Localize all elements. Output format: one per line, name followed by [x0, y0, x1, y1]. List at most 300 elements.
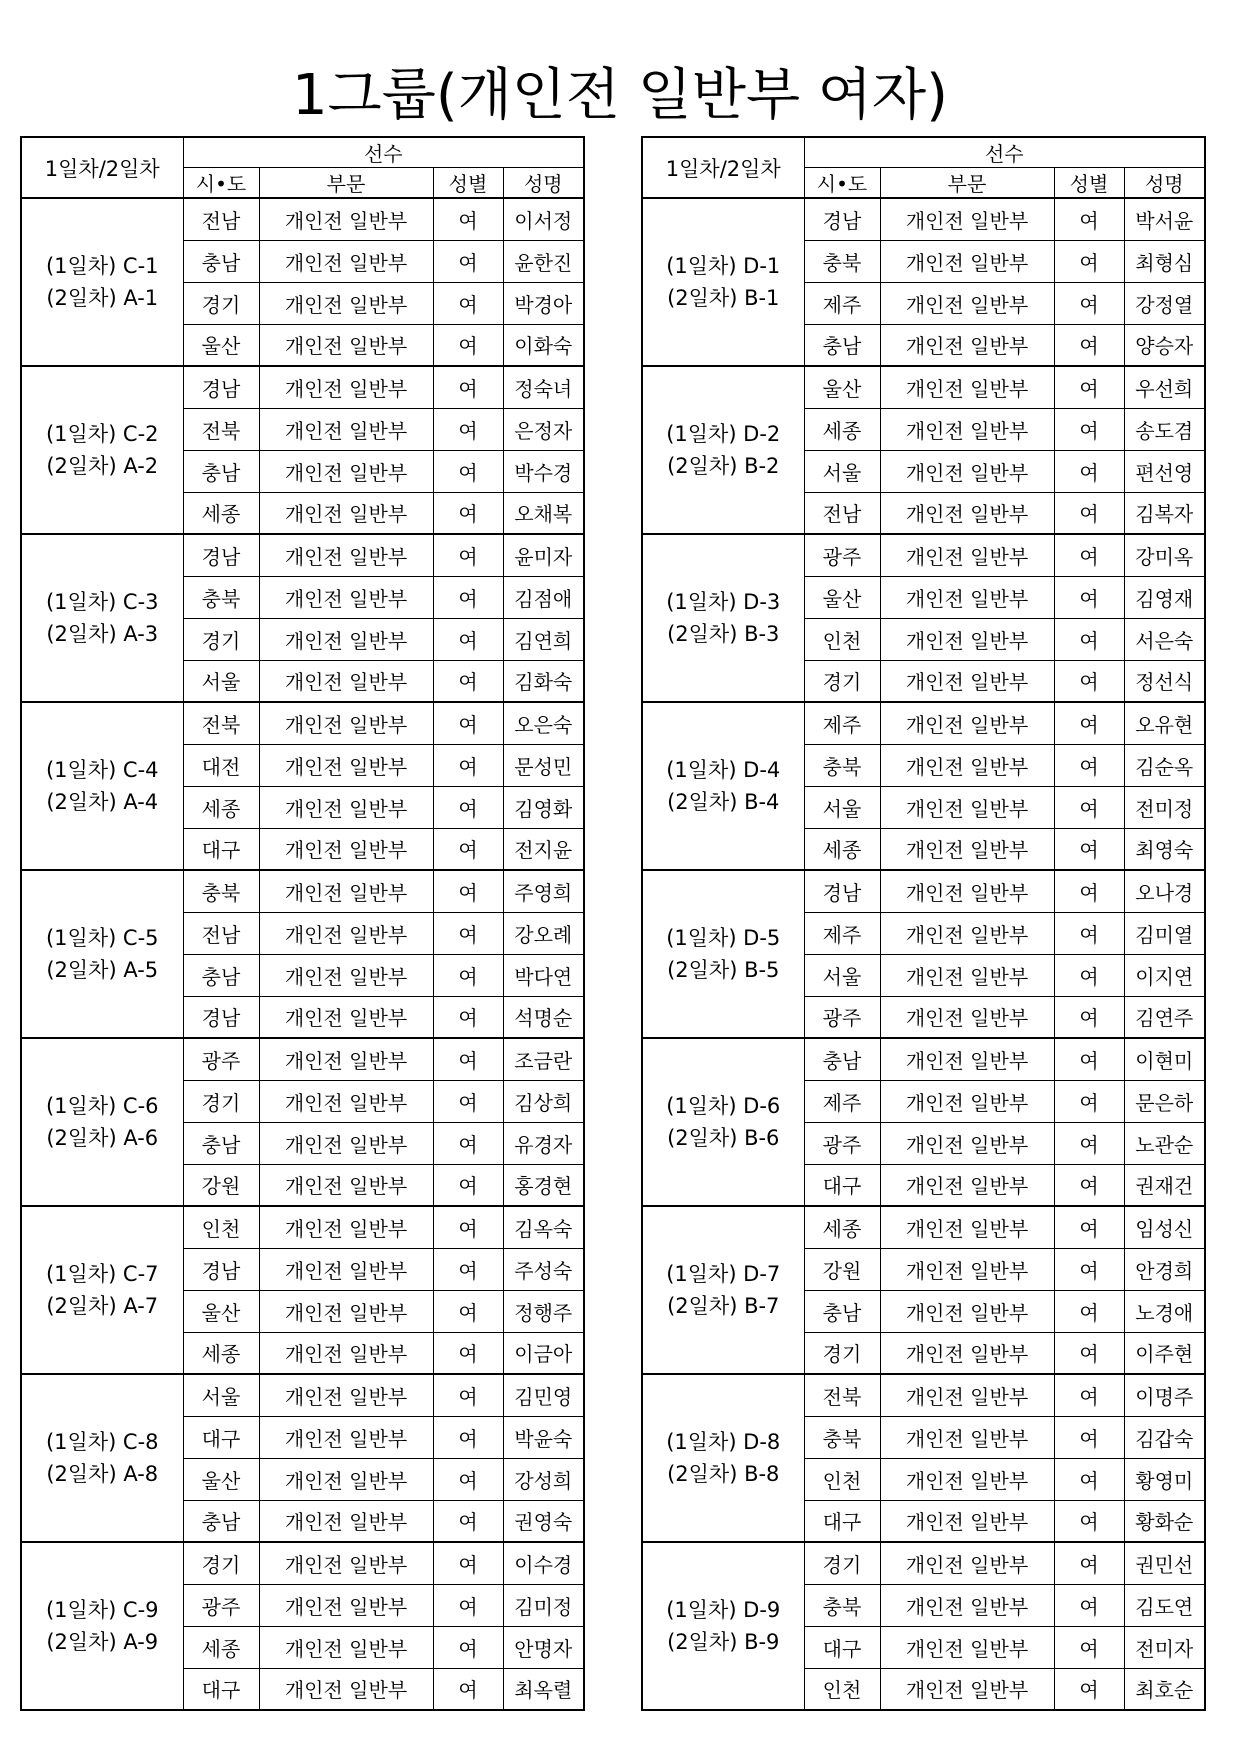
cell-division: 개인전 일반부 [880, 1122, 1054, 1164]
cell-gender: 여 [433, 912, 503, 954]
group-label [642, 1206, 804, 1374]
cell-name: 박윤숙 [503, 1416, 584, 1458]
cell-division: 개인전 일반부 [880, 1584, 1054, 1626]
cell-name: 최호순 [1124, 1668, 1205, 1710]
cell-division: 개인전 일반부 [259, 492, 433, 534]
cell-name: 윤한진 [503, 240, 584, 282]
group-day2: (2일차) B-2 [667, 454, 780, 478]
cell-name: 노경애 [1124, 1290, 1205, 1332]
cell-region: 울산 [183, 324, 259, 366]
cell-gender: 여 [433, 660, 503, 702]
cell-name: 오채복 [503, 492, 584, 534]
cell-name: 강오례 [503, 912, 584, 954]
cell-region: 충북 [183, 870, 259, 912]
cell-division: 개인전 일반부 [259, 1626, 433, 1668]
cell-region: 대구 [804, 1164, 880, 1206]
cell-division: 개인전 일반부 [880, 1374, 1054, 1416]
cell-name: 전미자 [1124, 1626, 1205, 1668]
cell-gender: 여 [433, 408, 503, 450]
cell-gender: 여 [1054, 870, 1124, 912]
header-division: 부문 [880, 168, 1054, 199]
cell-gender: 여 [433, 1584, 503, 1626]
cell-gender: 여 [1054, 1248, 1124, 1290]
group-day1: (1일차) C-3 [45, 590, 159, 614]
cell-gender: 여 [1054, 366, 1124, 408]
cell-name: 윤미자 [503, 534, 584, 576]
cell-region: 광주 [804, 996, 880, 1038]
cell-gender: 여 [1054, 450, 1124, 492]
cell-region: 세종 [183, 1332, 259, 1374]
table-row [642, 702, 1205, 744]
cell-gender: 여 [1054, 1332, 1124, 1374]
cell-name: 조금란 [503, 1038, 584, 1080]
cell-gender: 여 [1054, 576, 1124, 618]
cell-name: 최옥렬 [503, 1668, 584, 1710]
table-row [642, 198, 1205, 240]
group-day1: (1일차) C-9 [45, 1598, 159, 1622]
cell-region: 경기 [804, 660, 880, 702]
table-row [642, 1374, 1205, 1416]
cell-gender: 여 [433, 282, 503, 324]
cell-gender: 여 [433, 1122, 503, 1164]
header-region: 시•도 [804, 168, 880, 199]
group-day2: (2일차) A-7 [46, 1294, 159, 1318]
cell-region: 세종 [804, 1206, 880, 1248]
cell-region: 경기 [183, 1080, 259, 1122]
cell-division: 개인전 일반부 [880, 576, 1054, 618]
cell-gender: 여 [433, 954, 503, 996]
cell-region: 광주 [183, 1038, 259, 1080]
table-row [21, 534, 584, 576]
cell-name: 이수경 [503, 1542, 584, 1584]
group-day2: (2일차) A-4 [46, 790, 159, 814]
cell-gender: 여 [433, 828, 503, 870]
cell-name: 문성민 [503, 744, 584, 786]
cell-division: 개인전 일반부 [259, 576, 433, 618]
cell-name: 정행주 [503, 1290, 584, 1332]
table-row [642, 366, 1205, 408]
cell-region: 경기 [804, 1542, 880, 1584]
cell-region: 대전 [183, 744, 259, 786]
header-day: 1일차/2일차 [21, 137, 183, 198]
cell-gender: 여 [1054, 1122, 1124, 1164]
cell-region: 충남 [183, 240, 259, 282]
cell-name: 안명자 [503, 1626, 584, 1668]
group-day1: (1일차) C-7 [45, 1262, 159, 1286]
cell-region: 세종 [183, 786, 259, 828]
cell-name: 이금아 [503, 1332, 584, 1374]
group-day1: (1일차) C-6 [45, 1094, 159, 1118]
cell-name: 유경자 [503, 1122, 584, 1164]
cell-division: 개인전 일반부 [259, 1500, 433, 1542]
cell-name: 김미정 [503, 1584, 584, 1626]
cell-name: 김상희 [503, 1080, 584, 1122]
cell-name: 박서윤 [1124, 198, 1205, 240]
cell-gender: 여 [1054, 786, 1124, 828]
cell-region: 대구 [804, 1500, 880, 1542]
cell-gender: 여 [1054, 1164, 1124, 1206]
cell-name: 김영화 [503, 786, 584, 828]
cell-name: 전미정 [1124, 786, 1205, 828]
group-label [21, 870, 183, 1038]
cell-gender: 여 [1054, 1206, 1124, 1248]
cell-region: 전남 [804, 492, 880, 534]
cell-division: 개인전 일반부 [259, 828, 433, 870]
cell-region: 경남 [183, 996, 259, 1038]
cell-gender: 여 [1054, 702, 1124, 744]
cell-division: 개인전 일반부 [259, 240, 433, 282]
group-day2: (2일차) A-5 [46, 958, 159, 982]
cell-division: 개인전 일반부 [259, 282, 433, 324]
cell-gender: 여 [433, 618, 503, 660]
cell-division: 개인전 일반부 [259, 618, 433, 660]
cell-division: 개인전 일반부 [259, 1290, 433, 1332]
cell-division: 개인전 일반부 [880, 1332, 1054, 1374]
cell-division: 개인전 일반부 [880, 660, 1054, 702]
cell-division: 개인전 일반부 [259, 702, 433, 744]
cell-division: 개인전 일반부 [259, 1122, 433, 1164]
cell-division: 개인전 일반부 [259, 450, 433, 492]
cell-name: 이지연 [1124, 954, 1205, 996]
cell-name: 김갑숙 [1124, 1416, 1205, 1458]
cell-gender: 여 [433, 450, 503, 492]
cell-region: 충북 [183, 576, 259, 618]
cell-name: 서은숙 [1124, 618, 1205, 660]
cell-gender: 여 [433, 534, 503, 576]
group-label [642, 1038, 804, 1206]
cell-division: 개인전 일반부 [259, 1164, 433, 1206]
cell-division: 개인전 일반부 [880, 1668, 1054, 1710]
cell-region: 충남 [804, 1038, 880, 1080]
group-label [642, 702, 804, 870]
cell-region: 인천 [183, 1206, 259, 1248]
group-label [21, 1206, 183, 1374]
cell-region: 전북 [804, 1374, 880, 1416]
cell-gender: 여 [1054, 1038, 1124, 1080]
cell-division: 개인전 일반부 [259, 1458, 433, 1500]
table-row [21, 702, 584, 744]
cell-division: 개인전 일반부 [880, 324, 1054, 366]
cell-division: 개인전 일반부 [259, 912, 433, 954]
cell-name: 김민영 [503, 1374, 584, 1416]
cell-region: 경남 [804, 870, 880, 912]
group-day1: (1일차) D-6 [666, 1094, 781, 1118]
group-label [21, 198, 183, 366]
cell-division: 개인전 일반부 [880, 1290, 1054, 1332]
cell-division: 개인전 일반부 [880, 954, 1054, 996]
cell-region: 충남 [804, 324, 880, 366]
group-label [21, 1038, 183, 1206]
group-day2: (2일차) A-1 [46, 286, 159, 310]
cell-region: 제주 [804, 912, 880, 954]
cell-gender: 여 [1054, 1584, 1124, 1626]
cell-name: 김옥숙 [503, 1206, 584, 1248]
table-row [21, 870, 584, 912]
cell-name: 김영재 [1124, 576, 1205, 618]
cell-region: 대구 [183, 1416, 259, 1458]
cell-name: 권민선 [1124, 1542, 1205, 1584]
cell-division: 개인전 일반부 [880, 912, 1054, 954]
cell-gender: 여 [433, 576, 503, 618]
cell-gender: 여 [433, 1290, 503, 1332]
group-day1: (1일차) C-2 [45, 422, 159, 446]
roster-table-right [641, 136, 1206, 1711]
cell-gender: 여 [433, 1038, 503, 1080]
cell-division: 개인전 일반부 [259, 198, 433, 240]
cell-gender: 여 [1054, 1374, 1124, 1416]
group-day1: (1일차) D-9 [666, 1598, 781, 1622]
cell-region: 세종 [183, 492, 259, 534]
cell-name: 강미옥 [1124, 534, 1205, 576]
cell-gender: 여 [1054, 618, 1124, 660]
cell-name: 이현미 [1124, 1038, 1205, 1080]
cell-division: 개인전 일반부 [880, 492, 1054, 534]
cell-division: 개인전 일반부 [259, 324, 433, 366]
cell-gender: 여 [433, 1164, 503, 1206]
cell-division: 개인전 일반부 [259, 1248, 433, 1290]
group-day1: (1일차) D-4 [666, 758, 781, 782]
cell-gender: 여 [433, 1332, 503, 1374]
cell-gender: 여 [433, 324, 503, 366]
cell-region: 제주 [804, 702, 880, 744]
cell-name: 김순옥 [1124, 744, 1205, 786]
cell-division: 개인전 일반부 [259, 1080, 433, 1122]
cell-division: 개인전 일반부 [880, 1080, 1054, 1122]
group-day1: (1일차) D-1 [666, 254, 781, 278]
cell-gender: 여 [433, 1458, 503, 1500]
cell-region: 경기 [804, 1332, 880, 1374]
cell-region: 제주 [804, 282, 880, 324]
cell-division: 개인전 일반부 [880, 1416, 1054, 1458]
cell-region: 인천 [804, 1458, 880, 1500]
group-label [642, 534, 804, 702]
cell-name: 권재건 [1124, 1164, 1205, 1206]
cell-region: 경남 [183, 1248, 259, 1290]
cell-name: 석명순 [503, 996, 584, 1038]
cell-gender: 여 [1054, 954, 1124, 996]
cell-division: 개인전 일반부 [880, 870, 1054, 912]
cell-name: 임성신 [1124, 1206, 1205, 1248]
cell-gender: 여 [433, 870, 503, 912]
group-day2: (2일차) B-3 [667, 622, 780, 646]
table-row [642, 870, 1205, 912]
cell-gender: 여 [433, 1668, 503, 1710]
cell-name: 이화숙 [503, 324, 584, 366]
cell-name: 이주현 [1124, 1332, 1205, 1374]
cell-division: 개인전 일반부 [880, 408, 1054, 450]
cell-gender: 여 [433, 366, 503, 408]
cell-name: 최영숙 [1124, 828, 1205, 870]
roster-table-left [20, 136, 585, 1711]
cell-name: 강성희 [503, 1458, 584, 1500]
cell-gender: 여 [433, 702, 503, 744]
cell-region: 전북 [183, 702, 259, 744]
cell-region: 경남 [804, 198, 880, 240]
cell-division: 개인전 일반부 [259, 1374, 433, 1416]
cell-region: 충북 [804, 1416, 880, 1458]
group-day2: (2일차) B-1 [667, 286, 780, 310]
group-day2: (2일차) B-7 [667, 1294, 780, 1318]
group-day2: (2일차) A-9 [46, 1630, 159, 1654]
cell-division: 개인전 일반부 [880, 198, 1054, 240]
cell-gender: 여 [1054, 828, 1124, 870]
cell-division: 개인전 일반부 [880, 702, 1054, 744]
cell-division: 개인전 일반부 [259, 954, 433, 996]
cell-gender: 여 [1054, 408, 1124, 450]
cell-region: 울산 [183, 1458, 259, 1500]
group-day2: (2일차) B-4 [667, 790, 780, 814]
group-day1: (1일차) C-5 [45, 926, 159, 950]
cell-region: 강원 [804, 1248, 880, 1290]
cell-region: 울산 [804, 576, 880, 618]
table-row [642, 534, 1205, 576]
cell-gender: 여 [1054, 1416, 1124, 1458]
cell-gender: 여 [433, 996, 503, 1038]
cell-region: 서울 [804, 954, 880, 996]
cell-division: 개인전 일반부 [259, 408, 433, 450]
cell-division: 개인전 일반부 [880, 744, 1054, 786]
cell-gender: 여 [1054, 324, 1124, 366]
cell-gender: 여 [433, 1206, 503, 1248]
cell-region: 대구 [183, 1668, 259, 1710]
cell-name: 김도연 [1124, 1584, 1205, 1626]
cell-gender: 여 [1054, 198, 1124, 240]
cell-division: 개인전 일반부 [880, 828, 1054, 870]
cell-division: 개인전 일반부 [259, 786, 433, 828]
cell-region: 서울 [804, 786, 880, 828]
cell-name: 강정열 [1124, 282, 1205, 324]
cell-gender: 여 [1054, 1080, 1124, 1122]
cell-division: 개인전 일반부 [880, 1164, 1054, 1206]
cell-region: 제주 [804, 1080, 880, 1122]
cell-name: 김연주 [1124, 996, 1205, 1038]
cell-region: 울산 [183, 1290, 259, 1332]
cell-name: 오나경 [1124, 870, 1205, 912]
group-day2: (2일차) A-3 [46, 622, 159, 646]
group-day2: (2일차) A-6 [46, 1126, 159, 1150]
cell-gender: 여 [433, 1248, 503, 1290]
cell-name: 홍경현 [503, 1164, 584, 1206]
cell-region: 전남 [183, 198, 259, 240]
cell-division: 개인전 일반부 [880, 996, 1054, 1038]
cell-region: 경기 [183, 1542, 259, 1584]
cell-division: 개인전 일반부 [259, 1584, 433, 1626]
header-gender: 성별 [1054, 168, 1124, 199]
group-label [642, 198, 804, 366]
cell-gender: 여 [1054, 744, 1124, 786]
group-day2: (2일차) B-6 [667, 1126, 780, 1150]
table-row [21, 1374, 584, 1416]
cell-gender: 여 [1054, 1626, 1124, 1668]
cell-region: 경남 [183, 366, 259, 408]
cell-region: 충남 [183, 1122, 259, 1164]
cell-region: 충북 [804, 744, 880, 786]
group-label [21, 1374, 183, 1542]
cell-division: 개인전 일반부 [880, 1542, 1054, 1584]
cell-name: 오은숙 [503, 702, 584, 744]
cell-gender: 여 [433, 492, 503, 534]
cell-region: 경기 [183, 282, 259, 324]
cell-region: 충북 [804, 1584, 880, 1626]
page-title: 1그룹(개인전 일반부 여자) [292, 63, 948, 128]
cell-gender: 여 [1054, 282, 1124, 324]
cell-name: 김연희 [503, 618, 584, 660]
table-row [21, 1038, 584, 1080]
cell-region: 세종 [804, 828, 880, 870]
cell-division: 개인전 일반부 [880, 1458, 1054, 1500]
cell-region: 충남 [183, 1500, 259, 1542]
cell-name: 편선영 [1124, 450, 1205, 492]
header-gender: 성별 [433, 168, 503, 199]
cell-name: 양승자 [1124, 324, 1205, 366]
group-label [642, 366, 804, 534]
cell-division: 개인전 일반부 [259, 1206, 433, 1248]
cell-name: 오유현 [1124, 702, 1205, 744]
header-division: 부문 [259, 168, 433, 199]
cell-region: 광주 [183, 1584, 259, 1626]
cell-gender: 여 [433, 1500, 503, 1542]
cell-gender: 여 [1054, 1290, 1124, 1332]
cell-gender: 여 [1054, 1500, 1124, 1542]
cell-division: 개인전 일반부 [259, 660, 433, 702]
table-row [21, 366, 584, 408]
cell-region: 충남 [183, 450, 259, 492]
cell-gender: 여 [1054, 912, 1124, 954]
table-row [642, 1206, 1205, 1248]
cell-division: 개인전 일반부 [880, 1248, 1054, 1290]
cell-division: 개인전 일반부 [880, 1500, 1054, 1542]
group-day1: (1일차) C-1 [45, 254, 159, 278]
cell-name: 노관순 [1124, 1122, 1205, 1164]
cell-name: 김복자 [1124, 492, 1205, 534]
group-day1: (1일차) C-8 [45, 1430, 159, 1454]
cell-gender: 여 [1054, 492, 1124, 534]
header-name: 성명 [1124, 168, 1205, 199]
cell-division: 개인전 일반부 [880, 1038, 1054, 1080]
cell-division: 개인전 일반부 [880, 1206, 1054, 1248]
cell-region: 전남 [183, 912, 259, 954]
cell-division: 개인전 일반부 [259, 534, 433, 576]
cell-division: 개인전 일반부 [259, 1332, 433, 1374]
cell-name: 김미열 [1124, 912, 1205, 954]
cell-name: 정선식 [1124, 660, 1205, 702]
group-label [642, 870, 804, 1038]
cell-region: 경기 [183, 618, 259, 660]
cell-name: 우선희 [1124, 366, 1205, 408]
cell-gender: 여 [1054, 1458, 1124, 1500]
cell-gender: 여 [433, 1626, 503, 1668]
cell-gender: 여 [433, 1374, 503, 1416]
cell-region: 대구 [804, 1626, 880, 1668]
cell-division: 개인전 일반부 [259, 996, 433, 1038]
group-day1: (1일차) C-4 [45, 758, 159, 782]
cell-division: 개인전 일반부 [259, 1668, 433, 1710]
cell-gender: 여 [433, 1080, 503, 1122]
cell-region: 세종 [183, 1626, 259, 1668]
cell-name: 안경희 [1124, 1248, 1205, 1290]
cell-name: 김화숙 [503, 660, 584, 702]
cell-name: 박수경 [503, 450, 584, 492]
cell-division: 개인전 일반부 [259, 1038, 433, 1080]
table-row [21, 1542, 584, 1584]
cell-name: 송도겸 [1124, 408, 1205, 450]
cell-division: 개인전 일반부 [880, 534, 1054, 576]
group-label [642, 1542, 804, 1710]
group-label [642, 1374, 804, 1542]
group-label [21, 1542, 183, 1710]
cell-name: 이서정 [503, 198, 584, 240]
cell-region: 울산 [804, 366, 880, 408]
